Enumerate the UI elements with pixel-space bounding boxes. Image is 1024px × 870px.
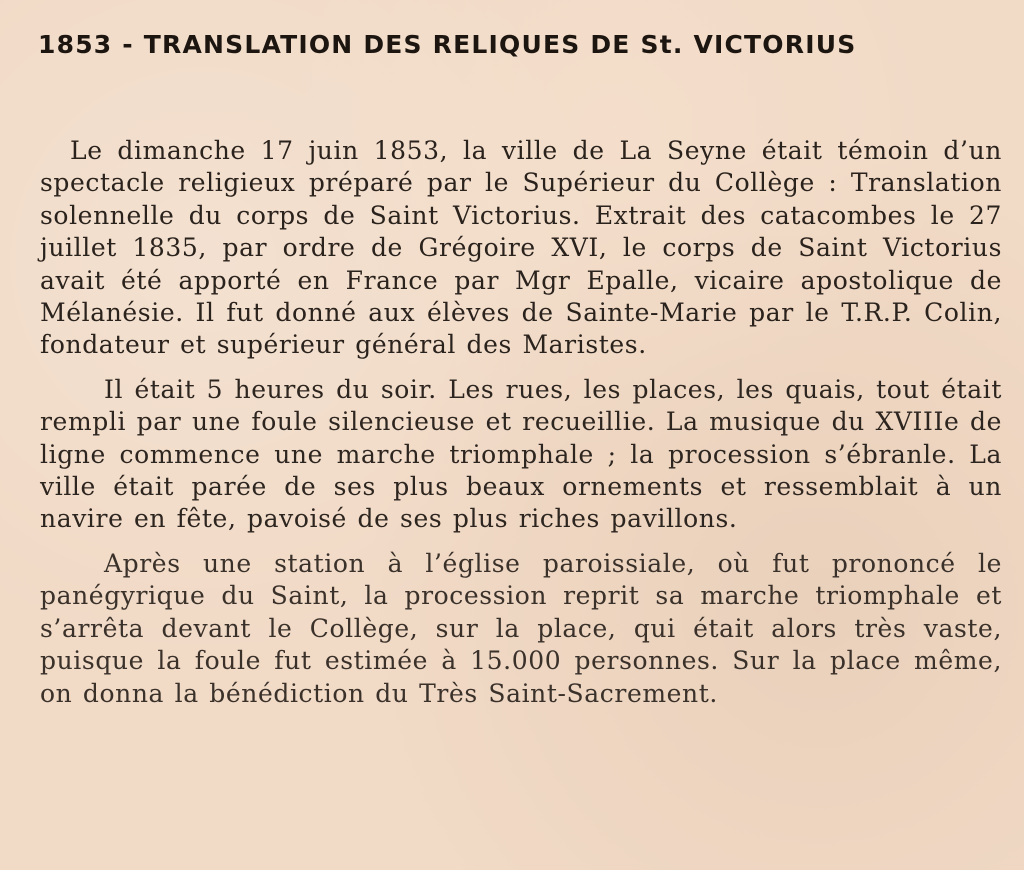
paragraph-2: Il était 5 heures du soir. Les rues, les places, les quais, tout était rempli par une foule silencieuse et recueillie. La musique du XVIIIe de ligne commence une marche triomphale ; la procession s’ébranle. La ville était parée de ses plus beaux ornements et ressemblait à un navire en fête, pavoisé de ses plus riches pavillons. — [40, 374, 1002, 534]
page-title: 1853 - TRANSLATION DES RELIQUES DE St. VICTORIUS — [38, 30, 857, 59]
paragraph-3: Après une station à l’église paroissiale, où fut prononcé le panégyrique du Saint, la procession reprit sa marche triomphale et s’arrêta devant le Collège, sur la place, qui était alors très vaste, puisque la foule fut estimée à 15.000 personnes. Sur la place même, on donna la bénédiction du Très Saint-Sacrement. — [40, 548, 1002, 708]
article-body — [40, 135, 1002, 710]
paragraph-1: Le dimanche 17 juin 1853, la ville de La Seyne était témoin d’un spectacle religieux préparé par le Supérieur du Collège : Translation solennelle du corps de Saint Victorius. Extrait des catacombes le 27 juillet 1835, par ordre de Grégoire XVI, le corps de Saint Victorius avait été apporté en France par Mgr Epalle, vicaire apostolique de Mélanésie. Il fut donné aux élèves de Sainte-Marie par le T.R.P. Colin, fondateur et supérieur général des Maristes. — [40, 136, 1002, 360]
